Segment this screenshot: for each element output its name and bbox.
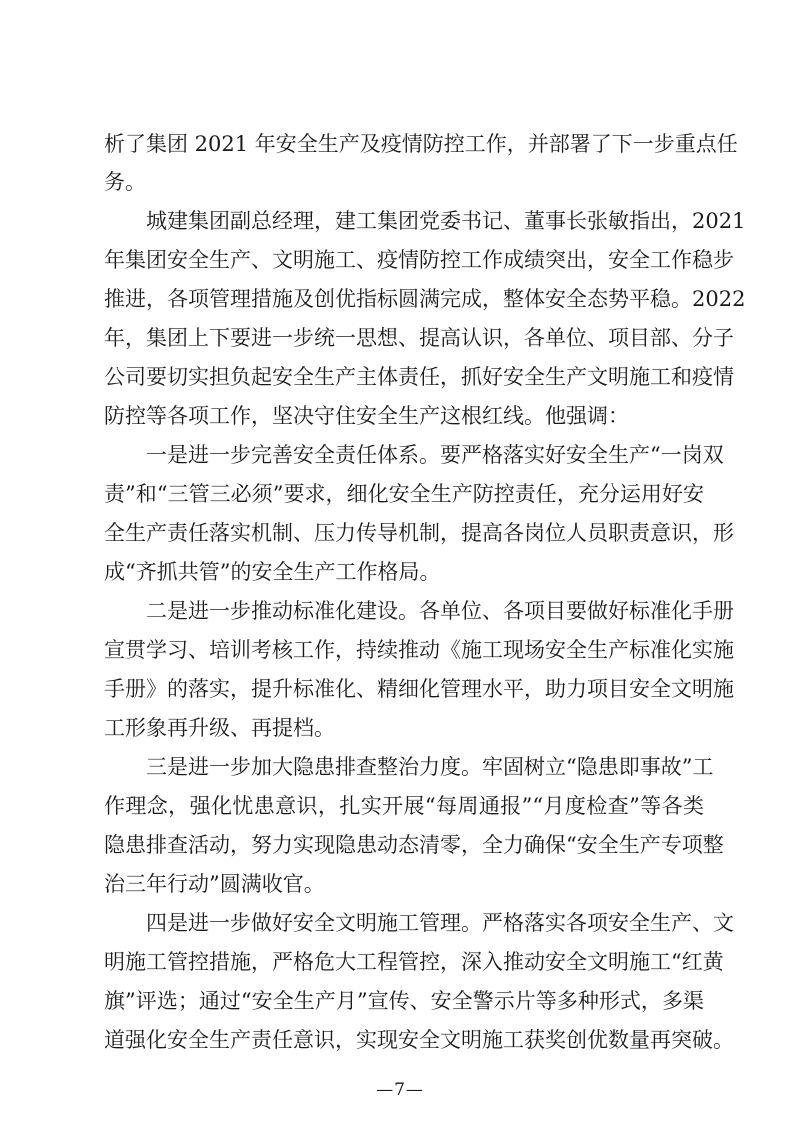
text-line: 宣贯学习、培训考核工作，持续推动《施工现场安全生产标准化实施 <box>104 638 734 662</box>
text-line: 道强化安全生产责任意识，实现安全文明施工获奖创优数量再突破。 <box>104 1028 734 1052</box>
text-line: 公司要切实担负起安全生产主体责任，抓好安全生产文明施工和疫情 <box>104 365 734 389</box>
text-line: 作理念，强化忧患意识，扎实开展“每周通报”“月度检查”等各类 <box>104 794 704 818</box>
text-line: 治三年行动”圆满收官。 <box>104 872 325 896</box>
text-line: 全生产责任落实机制、压力传导机制，提高各岗位人员职责意识，形 <box>104 521 734 545</box>
page-number: —7— <box>376 1080 424 1100</box>
text-line: 隐患排查活动，努力实现隐患动态清零，全力确保“安全生产专项整 <box>104 833 724 857</box>
text-line: 手册》的落实，提升标准化、精细化管理水平，助力项目安全文明施 <box>104 677 734 701</box>
text-line: 旗”评选；通过“安全生产月”宣传、安全警示片等多种形式，多渠 <box>104 989 704 1013</box>
text-line: 明施工管控措施，严格危大工程管控，深入推动安全文明施工“红黄 <box>104 950 724 974</box>
text-line: 防控等各项工作，坚决守住安全生产这根红线。他强调： <box>104 404 629 428</box>
text-line: 四是进一步做好安全文明施工管理。严格落实各项安全生产、文 <box>146 911 734 935</box>
text-line: 务。 <box>104 170 146 194</box>
text-line: 工形象再升级、再提档。 <box>104 716 335 740</box>
text-line: 析了集团 2021 年安全生产及疫情防控工作，并部署了下一步重点任 <box>104 132 738 156</box>
text-line: 年集团安全生产、文明施工、疫情防控工作成绩突出，安全工作稳步 <box>104 248 734 272</box>
text-line: 三是进一步加大隐患排查整治力度。牢固树立“隐患即事故”工 <box>146 755 714 779</box>
text-line: 一是进一步完善安全责任体系。要严格落实好安全生产“一岗双 <box>146 443 724 467</box>
text-line: 推进，各项管理措施及创优指标圆满完成，整体安全态势平稳。2022 <box>104 287 746 311</box>
text-line: 年，集团上下要进一步统一思想、提高认识，各单位、项目部、分子 <box>104 326 734 350</box>
text-line: 城建集团副总经理，建工集团党委书记、董事长张敏指出，2021 <box>146 209 746 233</box>
text-line: 二是进一步推动标准化建设。各单位、各项目要做好标准化手册 <box>146 599 734 623</box>
text-line: 成“齐抓共管”的安全生产工作格局。 <box>104 560 441 584</box>
text-line: 责”和“三管三必须”要求，细化安全生产防控责任，充分运用好安 <box>104 482 704 506</box>
